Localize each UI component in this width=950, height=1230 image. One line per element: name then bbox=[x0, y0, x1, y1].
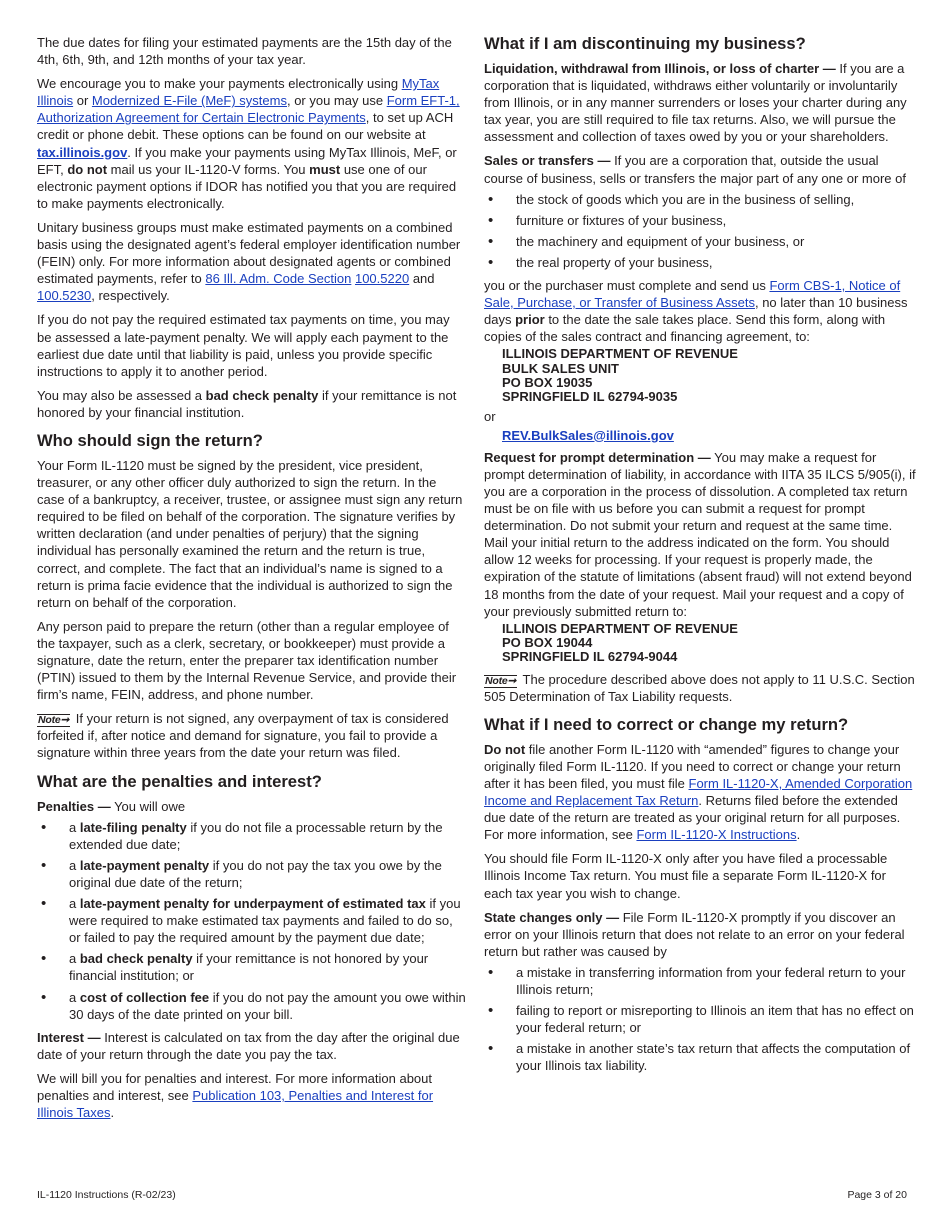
text: if your remittance is not honored by your financial institution; or bbox=[69, 951, 429, 984]
emphasis: do not bbox=[67, 161, 108, 177]
prompt-paragraph bbox=[484, 449, 916, 620]
text: We will bill you for penalties and interest. For more information about penalties and interest, see bbox=[37, 1070, 433, 1103]
text: Unitary business groups must make estimated payments on a combined basis using the designated agent’s federal employer identification number (FEIN) only. For more information about designated agents or combined estimated payments, refer to bbox=[37, 219, 461, 287]
penalty-list bbox=[37, 819, 467, 1023]
text: if you do not file a processable return by the extended due date; bbox=[69, 819, 443, 852]
text: and bbox=[409, 271, 435, 287]
text: You may also be assessed a bbox=[37, 387, 206, 403]
unitary-paragraph bbox=[37, 219, 467, 304]
emphasis: must bbox=[309, 161, 341, 177]
late-payment-paragraph: If you do not pay the required estimated tax payments on time, you may be assessed a late-payment penalty. We will apply each payment to the earliest due date until that liability is paid, unless you provide specific instructions to apply it to another period. bbox=[37, 312, 450, 379]
address-line: SPRINGFIELD IL 62794-9035 bbox=[502, 389, 678, 405]
text: if you do not pay the amount you owe within 30 days of the date printed on your bill. bbox=[69, 989, 466, 1022]
due-dates-paragraph: The due dates for filing your estimated payments are the 15th day of the 4th, 6th, 9th, and 12th months of your tax year. bbox=[37, 35, 452, 68]
address-line: BULK SALES UNIT bbox=[502, 360, 619, 376]
text: If you are a corporation that is liquidated, withdraws either voluntarily or involuntarily from Illinois, or in any manner surrenders or loses your charter during any tax year, you are still required to file tax returns. Also, we will pursue the assessment and collection of taxes owed by you or your shareholders. bbox=[484, 61, 907, 145]
list-item: • failing to report or misreporting to Illinois an item that has no effect on your federal return; or bbox=[484, 1002, 916, 1036]
text: , respectively. bbox=[91, 288, 170, 304]
cbs-paragraph bbox=[484, 277, 916, 345]
emphasis: cost of collection fee bbox=[79, 989, 210, 1005]
text: if you do not pay the tax you owe by the original due date of the return; bbox=[69, 857, 442, 890]
text: . Returns filed before the extended due date of the return are treated as your original return for all purposes. For more information, see bbox=[484, 793, 901, 843]
file-x-paragraph: You should file Form IL-1120-X only after you have filed a processable Illinois Income Tax return. You must file a separate Form IL-1120-X for each tax year you wish to change. bbox=[484, 851, 888, 901]
mef-link[interactable]: Modernized E-File (MeF) systems bbox=[91, 93, 287, 109]
list-item bbox=[37, 989, 467, 1023]
text: You may make a request for prompt determination of liability, in accordance with IITA 35 ILCS 5/905(i), if you are a corporation in the process of dissolution. A completed tax return must be on file with us before you can submit a request for prompt determination. Do not submit your return and request at the same time. Mail your initial return to the address indicated on the form. You should allow 12 weeks for processing. If your request is properly made, the expiration of the statute of limitations (absent fraud) will not extend beyond 18 months from the date of your request. Mail your request and a copy of your previously submitted return to: bbox=[484, 449, 916, 619]
text: Interest is calculated on tax from the day after the original due date of your return through the date you pay the tax. bbox=[37, 1029, 460, 1062]
text: If your return is not signed, any overpayment of tax is considered forfeited if, after notice and demand for signature, you fail to provide a signature within three years from the date your return was filed. bbox=[37, 711, 449, 761]
form-cbs1-link[interactable]: Form CBS-1, Notice of Sale, Purchase, or Transfer of Business Assets bbox=[484, 278, 901, 311]
text: File Form IL-1120-X promptly if you discover an error on your Illinois return that does not relate to an error on your federal return but rather was caused by bbox=[484, 909, 905, 959]
text: If you are a corporation that, outside the usual course of business, sells or transfers the major part of any one or more of bbox=[484, 153, 906, 186]
list-item: • the real property of your business, bbox=[484, 254, 916, 271]
text: a bbox=[69, 896, 80, 912]
note-icon: Note➞ bbox=[38, 714, 70, 727]
list-item: • a mistake in transferring information from your federal return to your Illinois return; bbox=[484, 964, 916, 998]
emphasis: Interest — bbox=[37, 1029, 101, 1045]
sign-paragraph-2: Any person paid to prepare the return (other than a regular employee of the taxpayer, such as a clerk, secretary, or bookkeeper) must provide a signature, date the return, enter the preparer tax identification number (PTIN) issued to them by the Internal Revenue Service, and provide their firm’s name, FEIN, address, and phone number. bbox=[37, 618, 457, 703]
email-line bbox=[502, 427, 916, 444]
text: . bbox=[110, 1105, 115, 1121]
left-column bbox=[37, 34, 467, 1128]
sales-paragraph bbox=[484, 152, 916, 186]
address-line: ILLINOIS DEPARTMENT OF REVENUE bbox=[502, 346, 738, 362]
form-eft1-link[interactable]: Form EFT-1, Authorization Agreement for Certain Electronic Payments bbox=[37, 93, 460, 126]
emphasis: Request for prompt determination — bbox=[484, 449, 711, 465]
footer-page-number: Page 3 of 20 bbox=[847, 1189, 907, 1201]
sign-heading: Who should sign the return? bbox=[37, 430, 263, 450]
form-il1120x-link[interactable]: Form IL-1120-X, Amended Corporation Income and Replacement Tax Return bbox=[484, 775, 913, 809]
penalties-heading: What are the penalties and interest? bbox=[37, 771, 322, 791]
electronic-payment-paragraph bbox=[37, 75, 467, 212]
text: file another Form IL-1120 with “amended” figures to change your originally filed Form IL-1120. If you need to correct or change your return after it has been filed, you must file bbox=[484, 741, 901, 791]
or-text: or bbox=[484, 408, 496, 424]
note-label: Note bbox=[38, 714, 61, 727]
emphasis: bad check penalty bbox=[205, 387, 319, 403]
adm-code-link[interactable]: 86 Ill. Adm. Code Section bbox=[205, 271, 352, 287]
bulk-sales-email-link[interactable]: REV.BulkSales@illinois.gov bbox=[502, 427, 674, 443]
note-label: Note bbox=[485, 674, 508, 687]
address-line: SPRINGFIELD IL 62794-9044 bbox=[502, 649, 678, 665]
text: , to set up ACH credit or phone debit. These options can be found on our website at bbox=[37, 110, 454, 143]
note-icon: Note➞ bbox=[485, 674, 517, 687]
note-paragraph bbox=[37, 710, 467, 761]
correct-heading: What if I need to correct or change my return? bbox=[484, 714, 849, 734]
text: , or you may use bbox=[286, 93, 387, 109]
liquidation-paragraph bbox=[484, 60, 916, 145]
note-paragraph bbox=[484, 671, 916, 705]
address-line: ILLINOIS DEPARTMENT OF REVENUE bbox=[502, 620, 738, 636]
list-item bbox=[37, 857, 467, 891]
list-item: • a mistake in another state’s tax return that affects the computation of your Illinois tax liability. bbox=[484, 1040, 916, 1074]
list-item: • furniture or fixtures of your business, bbox=[484, 212, 916, 229]
publication-103-link[interactable]: Publication 103, Penalties and Interest for Illinois Taxes bbox=[37, 1087, 434, 1121]
website-link[interactable]: tax.illinois.gov bbox=[37, 144, 128, 160]
text: if you were required to make estimated tax payments and failed to do so, or failed to pay the required amount by the payment due date; bbox=[69, 896, 461, 946]
text: you or the purchaser must complete and send us bbox=[484, 278, 770, 294]
sales-list bbox=[484, 191, 916, 271]
emphasis: Do not bbox=[484, 741, 526, 757]
donot-paragraph bbox=[484, 741, 916, 844]
sign-paragraph-1: Your Form IL-1120 must be signed by the president, vice president, treasurer, or any other officer duly authorized to sign the return. In the case of a bankruptcy, a receiver, trustee, or assignee must sign any return required to be filed on behalf of the corporation. The signature verifies by written declaration (and under penalties of perjury) that the signing individual has personally examined the return and the return is true, correct, and complete. The fact that an individual’s name is signed to a return is prima facie evidence that the individual is authorized to sign the return on behalf of the corporation. bbox=[37, 457, 463, 610]
list-item bbox=[37, 895, 467, 946]
text: The procedure described above does not apply to 11 U.S.C. Section 505 Determination of Tax Liability requests. bbox=[484, 671, 915, 704]
emphasis: Liquidation, withdrawal from Illinois, or loss of charter — bbox=[484, 61, 836, 76]
state-changes-paragraph bbox=[484, 909, 916, 960]
discontinue-heading: What if I am discontinuing my business? bbox=[484, 34, 806, 53]
text: use one of our electronic payment options if IDOR has notified you that you are required to make payments electronically. bbox=[37, 161, 457, 211]
prompt-address bbox=[502, 622, 916, 665]
emphasis: State changes only — bbox=[484, 909, 620, 925]
emphasis: Penalties — bbox=[37, 798, 111, 814]
address-line: PO BOX 19044 bbox=[502, 635, 593, 651]
text: a bbox=[69, 819, 80, 835]
address-line: PO BOX 19035 bbox=[502, 375, 593, 390]
emphasis: bad check penalty bbox=[79, 951, 193, 967]
list-item: • the stock of goods which you are in the business of selling, bbox=[484, 191, 916, 208]
emphasis: late-payment penalty bbox=[79, 857, 210, 873]
text: a bbox=[69, 951, 80, 967]
mytax-illinois-link[interactable]: MyTax Illinois bbox=[37, 76, 440, 109]
text: . If you make your payments using MyTax Illinois, MeF, or EFT, bbox=[37, 144, 457, 177]
list-item bbox=[37, 819, 467, 853]
text: a bbox=[69, 989, 80, 1005]
interest-paragraph bbox=[37, 1029, 467, 1063]
penalties-lead bbox=[37, 798, 467, 815]
bad-check-paragraph bbox=[37, 387, 467, 421]
bill-paragraph bbox=[37, 1070, 467, 1121]
footer-form-id: IL-1120 Instructions (R-02/23) bbox=[37, 1189, 176, 1201]
state-changes-list bbox=[484, 964, 916, 1075]
text: to the date the sale takes place. Send this form, along with copies of the sales contract and financing agreement, to: bbox=[484, 312, 886, 345]
list-item bbox=[37, 950, 467, 984]
emphasis: Sales or transfers — bbox=[484, 153, 611, 169]
section-5230-link[interactable]: 100.5230 bbox=[37, 288, 92, 304]
section-5220-link[interactable]: 100.5220 bbox=[354, 271, 410, 287]
text: if your remittance is not honored by your financial institution. bbox=[37, 387, 457, 420]
text: You will owe bbox=[110, 798, 186, 814]
emphasis: prior bbox=[515, 312, 545, 328]
bulk-sales-address bbox=[502, 347, 916, 404]
text: mail us your IL-1120-V forms. You bbox=[107, 161, 310, 177]
text: a bbox=[69, 857, 80, 873]
emphasis: late-filing penalty bbox=[79, 819, 187, 835]
text: , no later than 10 business days bbox=[484, 295, 908, 328]
il1120x-instructions-link[interactable]: Form IL-1120-X Instructions bbox=[636, 827, 797, 843]
list-item: • the machinery and equipment of your business, or bbox=[484, 233, 916, 250]
emphasis: late-payment penalty for underpayment of estimated tax bbox=[79, 896, 426, 912]
text: We encourage you to make your payments electronically using bbox=[37, 76, 402, 92]
right-column bbox=[484, 34, 916, 1080]
text: . bbox=[796, 827, 801, 843]
text: or bbox=[73, 93, 92, 109]
